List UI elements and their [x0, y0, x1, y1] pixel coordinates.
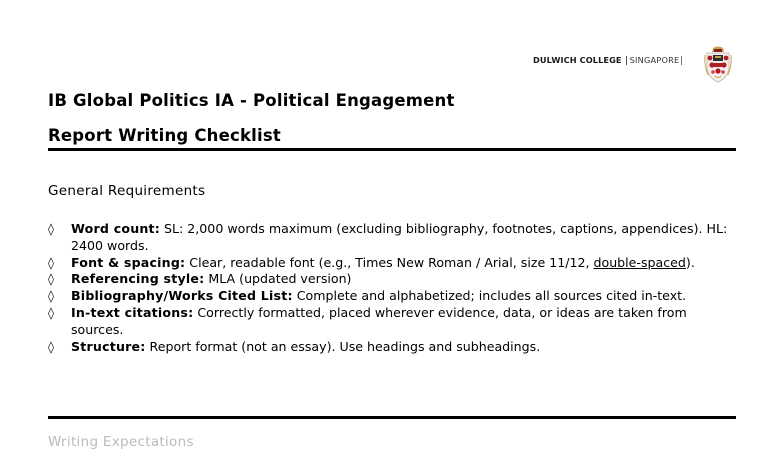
- brand-divider: [626, 56, 627, 65]
- requirements-checklist: [48, 221, 738, 355]
- checklist-item-in-text-citations: [48, 305, 738, 339]
- item-text: Report format (not an essay). Use headings and subheadings.: [145, 338, 541, 354]
- item-label: Bibliography/Works Cited List:: [71, 288, 293, 304]
- item-label: Word count:: [71, 221, 161, 236]
- diamond-bullet-icon: ◊: [48, 255, 54, 270]
- item-label: Referencing style:: [71, 271, 205, 287]
- section-heading-next: Writing Expectations: [48, 434, 194, 450]
- brand-divider-end: [681, 56, 682, 65]
- item-text: MLA (updated version): [204, 271, 352, 287]
- item-text: Complete and alphabetized; includes all sources cited in-text.: [292, 288, 687, 304]
- diamond-bullet-icon: ◊: [48, 289, 54, 304]
- diamond-bullet-icon: ◊: [48, 305, 54, 320]
- document-title: IB Global Politics IA - Political Engagement: [48, 91, 455, 110]
- title-divider: [48, 148, 736, 151]
- document-subtitle: Report Writing Checklist: [48, 126, 281, 145]
- checklist-item-structure: [48, 339, 738, 356]
- item-text-underlined: double-spaced: [593, 254, 686, 270]
- item-text-after: ).: [685, 254, 695, 270]
- diamond-bullet-icon: ◊: [48, 339, 54, 354]
- item-label: In-text citations:: [71, 304, 194, 320]
- diamond-bullet-icon: ◊: [48, 272, 54, 287]
- school-crest-icon: [703, 45, 733, 83]
- checklist-item-font-spacing: [48, 255, 738, 272]
- checklist-item-bibliography: [48, 288, 738, 305]
- item-text: Clear, readable font (e.g., Times New Roman / Arial, size 11/12,: [185, 254, 594, 270]
- section-divider: [48, 416, 736, 419]
- section-heading-general-requirements: General Requirements: [48, 183, 206, 199]
- checklist-item-word-count: [48, 221, 738, 255]
- item-text: SL: 2,000 words maximum (excluding bibliography, footnotes, captions, appendices). HL: 2400 words.: [71, 221, 728, 253]
- brand-name: DULWICH COLLEGE: [533, 55, 622, 65]
- brand-location: SINGAPORE: [629, 55, 680, 65]
- school-brand: [533, 53, 682, 67]
- item-label: Font & spacing:: [71, 254, 186, 270]
- item-text: Correctly formatted, placed wherever evidence, data, or ideas are taken from sources.: [71, 304, 687, 337]
- checklist-item-referencing-style: [48, 271, 738, 288]
- item-label: Structure:: [71, 338, 146, 354]
- diamond-bullet-icon: ◊: [48, 222, 54, 236]
